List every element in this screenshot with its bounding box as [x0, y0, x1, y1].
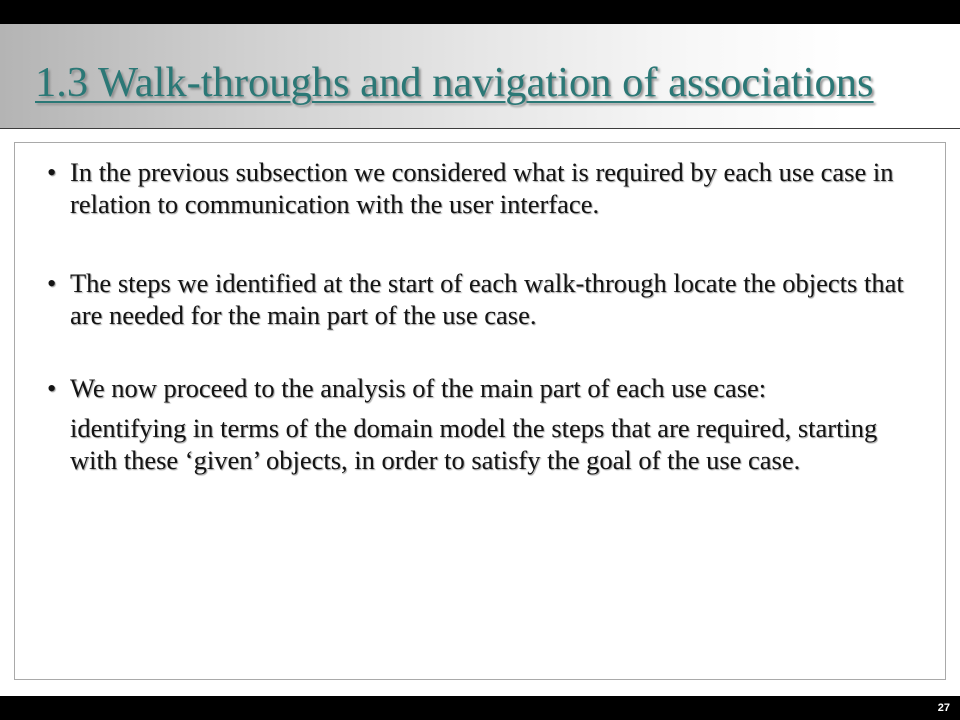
bullet-marker: •: [47, 373, 57, 403]
continuation-text: identifying in terms of the domain model the steps that are required, starting with these ‘given’ objects, in order to satisfy the goal of the use case.: [70, 413, 878, 475]
bottom-bar: [0, 696, 960, 720]
bullet-text: In the previous subsection we considered what is required by each use case in relation to communication with the user interface.: [70, 157, 894, 219]
slide-title: 1.3 Walk-throughs and navigation of associations: [35, 59, 874, 106]
continuation-paragraph: [0, 412, 918, 476]
bullet-text: We now proceed to the analysis of the main part of each use case:: [70, 373, 767, 403]
bullet-item: [0, 267, 918, 331]
bullet-marker: •: [47, 268, 57, 298]
top-bar: [0, 0, 960, 24]
bullet-text: The steps we identified at the start of each walk-through locate the objects that are needed for the main part of the use case.: [70, 268, 904, 330]
slide-body: [0, 156, 960, 476]
bullet-item: [0, 372, 918, 404]
bullet-item: [0, 156, 918, 220]
page-number: 27: [937, 702, 950, 714]
slide-header: [0, 24, 960, 129]
bullet-marker: •: [47, 157, 57, 187]
